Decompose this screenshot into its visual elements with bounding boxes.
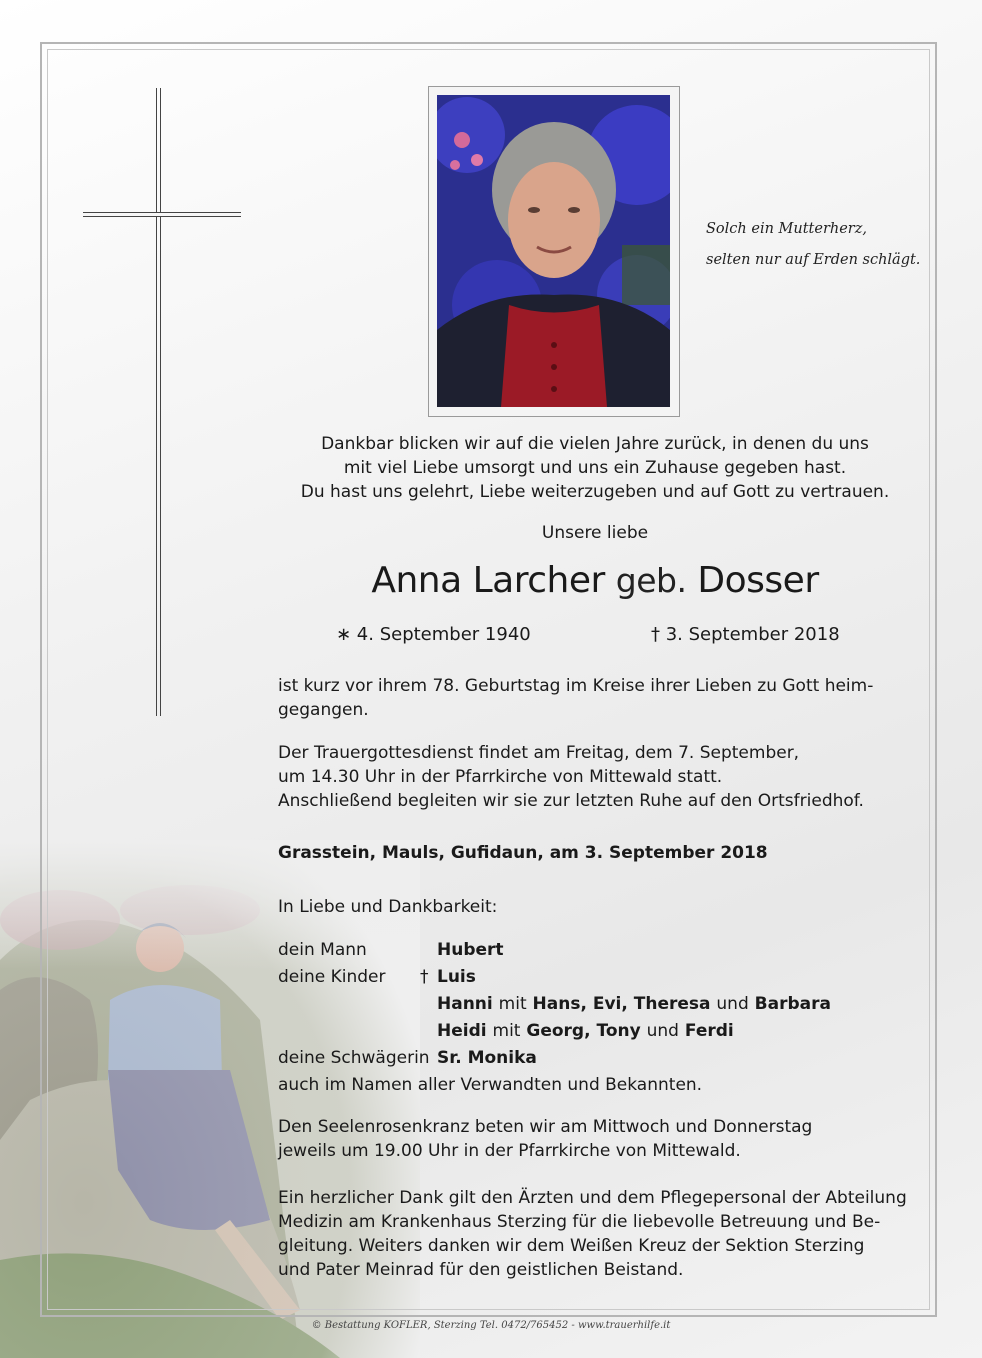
cross-luis: †	[420, 967, 429, 987]
word-mit: mit	[498, 994, 527, 1014]
intro-line-1: Dankbar blicken wir auf die vielen Jahre zurück, in denen du uns	[321, 434, 869, 454]
dankbarkeit: In Liebe und Dankbarkeit:	[278, 897, 498, 917]
name-hans: Hans,	[532, 994, 587, 1014]
quote	[706, 214, 946, 276]
thanks-line-1: Ein herzlicher Dank gilt den Ärzten und dem Pflegepersonal der Abteilung	[278, 1188, 907, 1208]
service-text	[278, 741, 918, 813]
name-tony: Tony	[596, 1021, 641, 1041]
deceased-name	[260, 560, 930, 601]
rel-schwaegerin: deine Schwägerin	[278, 1048, 430, 1068]
heidi-line	[437, 1018, 734, 1045]
rosary-line-2: jeweils um 19.00 Uhr in der Pfarrkirche von Mittewald.	[278, 1141, 741, 1161]
service-line-3: Anschließend begleiten wir sie zur letzten Ruhe auf den Ortsfriedhof.	[278, 791, 864, 811]
word-und: und	[716, 994, 749, 1014]
name-first-last: Anna Larcher	[371, 560, 605, 601]
name-luis: Luis	[437, 967, 476, 987]
name-barbara: Barbara	[754, 994, 831, 1014]
thanks-line-2: Medizin am Krankenhaus Sterzing für die liebevolle Betreuung und Be-	[278, 1212, 881, 1232]
passed-line-1: ist kurz vor ihrem 78. Geburtstag im Kreise ihrer Lieben zu Gott heim-	[278, 676, 874, 696]
service-line-1: Der Trauergottesdienst findet am Freitag, dem 7. September,	[278, 743, 800, 763]
rosary-line-1: Den Seelenrosenkranz beten wir am Mittwoch und Donnerstag	[278, 1117, 813, 1137]
name-maiden: Dosser	[697, 560, 819, 601]
word-und: und	[646, 1021, 679, 1041]
intro-line-2: mit viel Liebe umsorgt und uns ein Zuhause gegeben hast.	[343, 458, 847, 478]
intro-text	[260, 432, 930, 504]
cross-horizontal	[83, 212, 241, 217]
death-date: † 3. September 2018	[651, 624, 840, 645]
hanni-line	[437, 991, 831, 1018]
service-line-2: um 14.30 Uhr in der Pfarrkirche von Mittewald statt.	[278, 767, 723, 787]
name-georg: Georg,	[526, 1021, 591, 1041]
name-ferdi: Ferdi	[684, 1021, 734, 1041]
name-theresa: Theresa	[633, 994, 711, 1014]
word-mit: mit	[492, 1021, 521, 1041]
passed-text	[278, 674, 918, 722]
name-monika: Sr. Monika	[437, 1048, 537, 1068]
passed-line-2: gegangen.	[278, 700, 369, 720]
relatives-text: auch im Namen aller Verwandten und Bekannten.	[278, 1075, 703, 1095]
unsere-liebe: Unsere liebe	[541, 523, 649, 543]
name-hanni: Hanni	[437, 994, 493, 1014]
cross-vertical	[156, 88, 161, 716]
quote-line-1: Solch ein Mutterherz,	[706, 221, 867, 237]
place-date: Grasstein, Mauls, Gufidaun, am 3. September 2018	[278, 843, 768, 863]
name-hubert: Hubert	[437, 940, 504, 960]
thanks-line-4: und Pater Meinrad für den geistlichen Beistand.	[278, 1260, 684, 1280]
name-evi: Evi,	[592, 994, 628, 1014]
birth-date: ∗ 4. September 1940	[336, 624, 531, 645]
thanks-line-3: gleitung. Weiters danken wir dem Weißen Kreuz der Sektion Sterzing	[278, 1236, 865, 1256]
rosary-text	[278, 1115, 918, 1163]
quote-line-2: selten nur auf Erden schlägt.	[706, 252, 921, 268]
intro-line-3: Du hast uns gelehrt, Liebe weiterzugeben und auf Gott zu vertrauen.	[300, 482, 890, 502]
rel-mann: dein Mann	[278, 940, 367, 960]
thanks-text	[278, 1186, 918, 1282]
footer-credit: © Bestattung KOFLER, Sterzing Tel. 0472/765452 - www.trauerhilfe.it	[311, 1320, 671, 1331]
name-geb: geb.	[615, 561, 687, 600]
name-heidi: Heidi	[437, 1021, 487, 1041]
portrait-photo	[437, 95, 670, 407]
rel-kinder: deine Kinder	[278, 967, 386, 987]
